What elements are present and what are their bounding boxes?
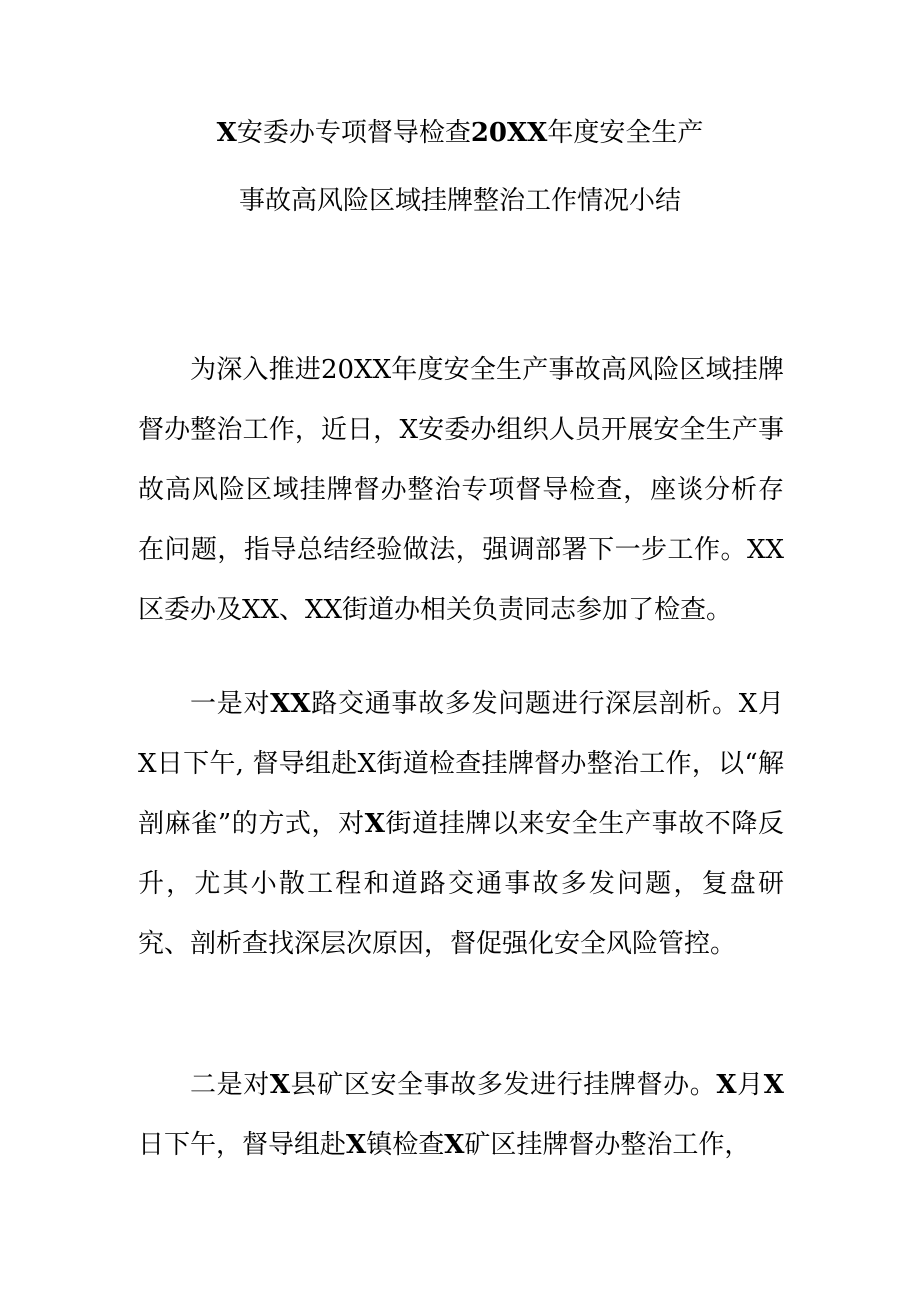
paragraph-item-1 (138, 674, 784, 974)
paragraph-text: 一是对 (190, 689, 271, 719)
title-year: 20XX (470, 118, 548, 148)
title-x: X (216, 118, 237, 148)
paragraph-text: 矿区挂牌督办整治工作， (464, 1130, 751, 1160)
bold-term: X (444, 1130, 465, 1160)
paragraph-text: 为深入推进20XX年度安全生产事故高风险区域挂牌督办整治工作，近日，X安委办组织人员开展安全生产事故高风险区域挂牌督办整治专项督导检查，座谈分析存在问题，指导总结经验做法，强调部署下一步工作。XX区委办及XX、XX街道办相关负责同志参加了检查。 (138, 355, 784, 625)
title-line-1 (0, 118, 920, 148)
paragraph-text: 路交通事故多发问题进行深层剖析。X月X日下午, 督导组赴X街道检查挂牌督办整治工作，以“解剖麻雀”的方式，对 (138, 689, 784, 839)
paragraph-text: 街道挂牌以来安全生产事故不降反升，尤其小散工程和道路交通事故多发问题，复盘研究、剖析查找深层次原因，督促强化安全风险管控。 (138, 809, 784, 959)
title-text-b: 年度安全生产 (547, 118, 704, 148)
bold-term: X (346, 1130, 367, 1160)
paragraph-text: 月 (736, 1070, 764, 1100)
paragraph-text: 县矿区安全事故多发进行挂牌督办。 (290, 1070, 717, 1100)
bold-term: X (763, 1070, 784, 1100)
paragraph-item-2 (138, 1055, 784, 1175)
document-title (0, 118, 920, 216)
paragraph-text: 日下午，督导组赴 (138, 1130, 347, 1160)
title-text-a: 安委办专项督导检查 (236, 118, 471, 148)
paragraph-text: 二是对 (190, 1070, 270, 1100)
bold-term: X (364, 809, 385, 839)
bold-term: X (269, 1070, 291, 1100)
title-line-2: 事故高风险区域挂牌整治工作情况小结 (238, 186, 681, 216)
paragraph-text: 镇检查 (366, 1130, 445, 1160)
bold-term: X (716, 1070, 737, 1100)
paragraph-intro (138, 340, 784, 640)
bold-term: XX (270, 689, 311, 719)
